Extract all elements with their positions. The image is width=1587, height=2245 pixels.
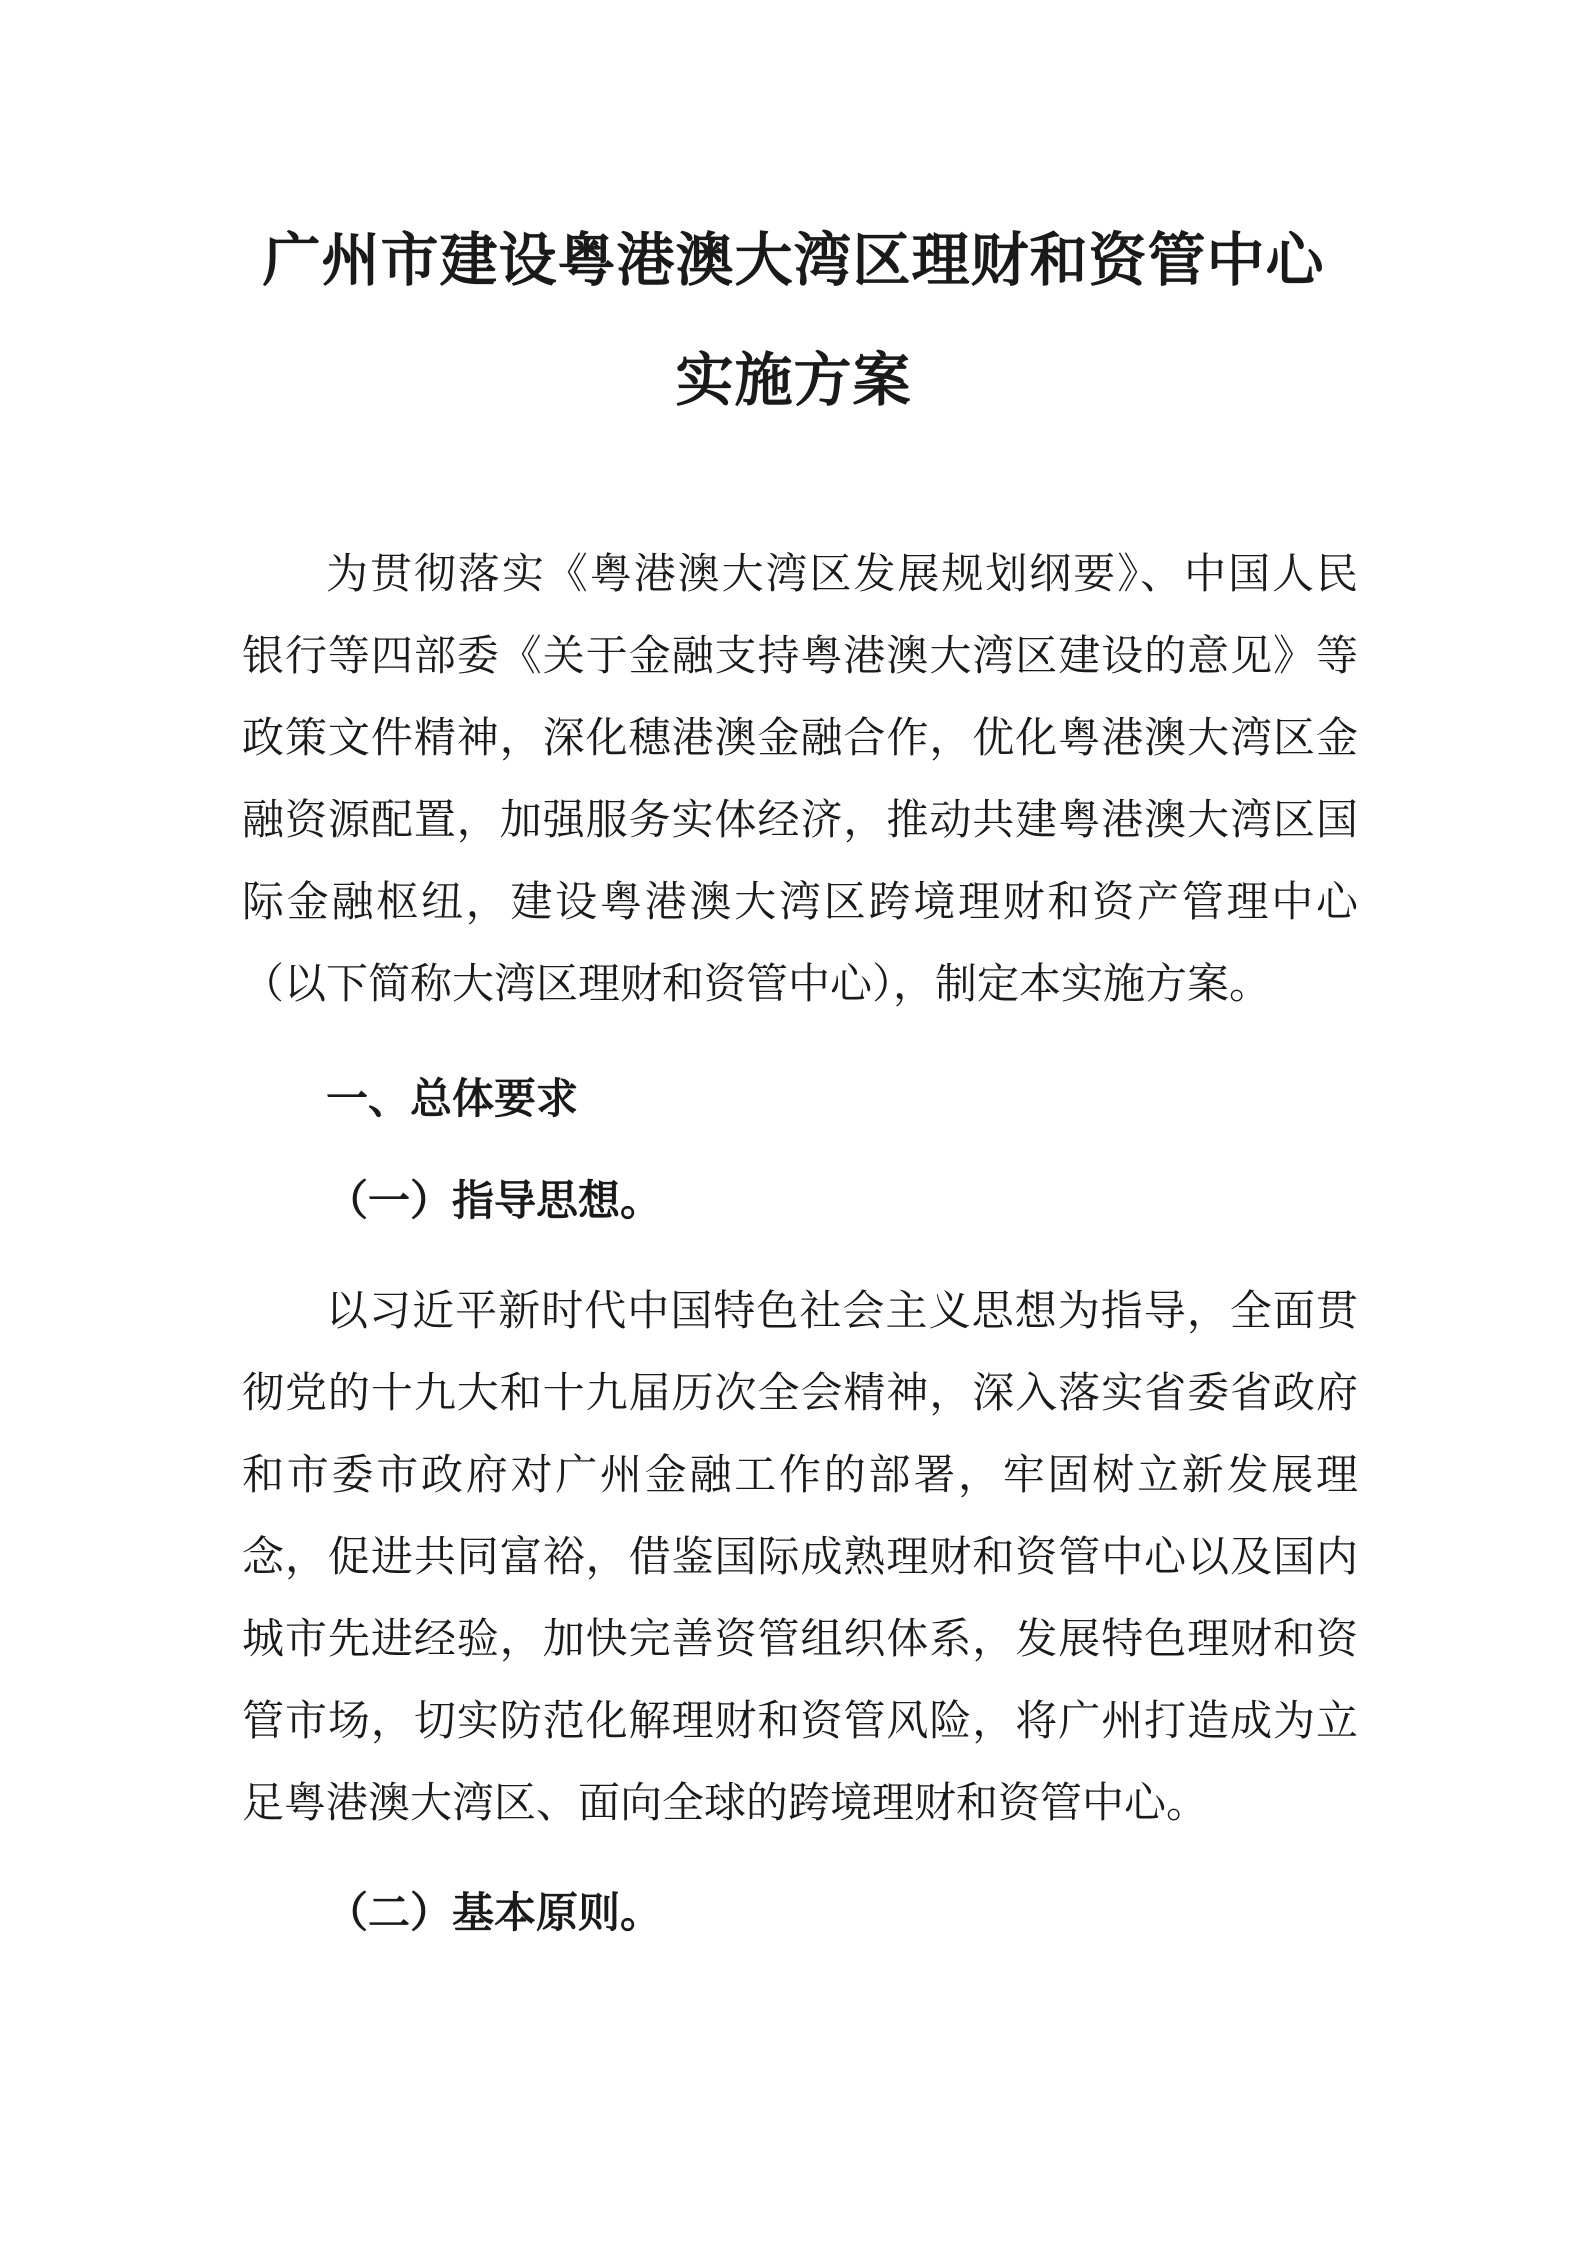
paragraph-line: 政策文件精神，深化穗港澳金融合作，优化粤港澳大湾区金 — [242, 713, 1358, 762]
paragraph-line: 念，促进共同富裕，借鉴国际成熟理财和资管中心以及国内 — [242, 1532, 1358, 1581]
paragraph-line: 融资源配置，加强服务实体经济，推动共建粤港澳大湾区国 — [242, 795, 1358, 844]
paragraph-line: 以习近平新时代中国特色社会主义思想为指导，全面贯 — [326, 1286, 1358, 1335]
paragraph-line: 管市场，切实防范化解理财和资管风险，将广州打造成为立 — [242, 1696, 1358, 1745]
paragraph-line: 城市先进经验，加快完善资管组织体系，发展特色理财和资 — [242, 1614, 1358, 1663]
paragraph-line: 足粤港澳大湾区、面向全球的跨境理财和资管中心。 — [242, 1778, 1209, 1827]
paragraph-line: 彻党的十九大和十九届历次全会精神，深入落实省委省政府 — [242, 1368, 1358, 1417]
paragraph-line: 银行等四部委《关于金融支持粤港澳大湾区建设的意见》等 — [242, 631, 1358, 680]
title-line: 实施方案 — [675, 346, 912, 414]
paragraph-line: 际金融枢纽，建设粤港澳大湾区跨境理财和资产管理中心 — [242, 877, 1358, 926]
paragraph-line: 和市委市政府对广州金融工作的部署，牢固树立新发展理 — [242, 1450, 1358, 1499]
intro-paragraph — [242, 533, 1358, 1025]
paragraph-line: 为贯彻落实《粤港澳大湾区发展规划纲要》、中国人民 — [326, 549, 1358, 598]
title-line: 广州市建设粤港澳大湾区理财和资管中心 — [262, 226, 1325, 294]
guiding-thought-paragraph — [242, 1270, 1358, 1844]
section-heading: 一、总体要求 — [326, 1074, 579, 1123]
paragraph-line: （以下简称大湾区理财和资管中心），制定本实施方案。 — [242, 959, 1272, 1008]
document-title — [0, 200, 1587, 440]
subsection-heading: （二）基本原则。 — [326, 1888, 663, 1937]
subsection-heading: （一）指导思想。 — [326, 1176, 663, 1225]
